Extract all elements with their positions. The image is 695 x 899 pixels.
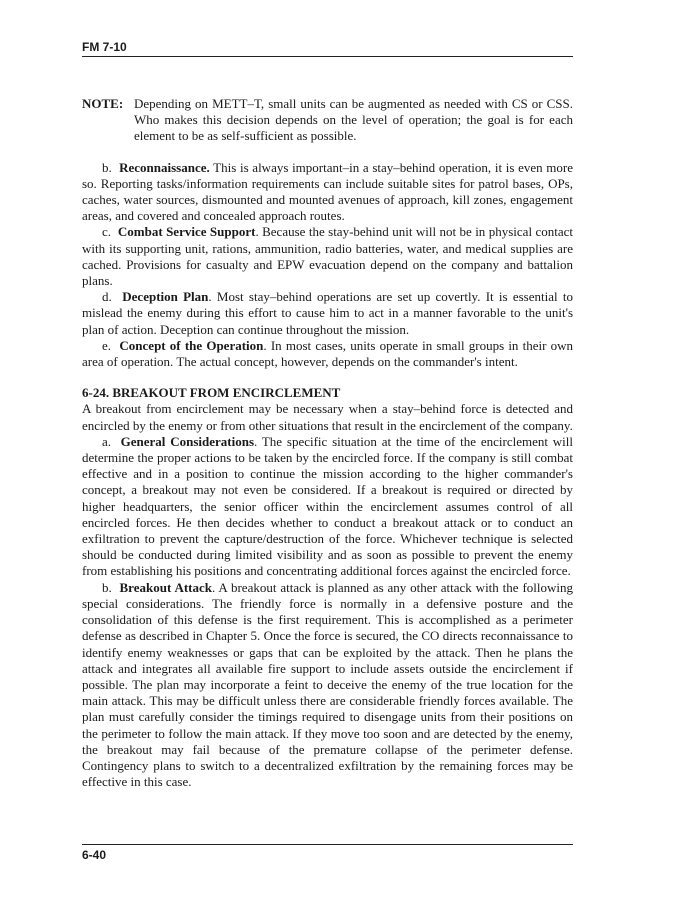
paragraph-letter: b. — [102, 159, 112, 175]
paragraph-letter: d. — [102, 289, 112, 305]
paragraph-breakout-attack — [82, 580, 573, 791]
section-heading: 6-24. BREAKOUT FROM ENCIRCLEMENT — [82, 385, 341, 401]
footer-rule — [82, 844, 573, 845]
paragraph-letter: c. — [102, 224, 112, 240]
paragraph-concept-of-operation — [82, 338, 573, 370]
paragraph-letter: b. — [102, 579, 112, 595]
paragraph-text: This is always important–in a stay–behind operation, it is even more so. Reporting tasks/information requirements can include suitable sites for patrol bases, OPs, caches, water sources, dismounted and mounted avenues of approach, kill zones, engagement areas, and covered and concealed approach routes. — [82, 159, 573, 224]
page-content — [82, 96, 573, 790]
header-rule — [82, 56, 573, 57]
paragraph-title: Combat Service Support — [117, 224, 256, 240]
paragraph-text: . Because the stay-behind unit will not be in physical contact with its supporting unit, rations, ammunition, radio batteries, water, and medical supplies are cached. Provisions for casualty and EPW evacuation depend on the company and battalion plans. — [82, 224, 574, 289]
paragraph-combat-service-support — [82, 224, 573, 289]
paragraph-text: . Most stay–behind operations are set up covertly. It is essential to mislead the enemy during this effort to cause him to act in a manner favorable to the unit's plan of action. Deception can continue throughout the mission. — [82, 289, 573, 337]
paragraph-general-considerations — [82, 434, 573, 580]
note-block — [82, 96, 573, 145]
paragraph-letter: a. — [102, 433, 112, 449]
paragraph-text: . In most cases, units operate in small groups in their own area of operation. The actual concept, however, depends on the commander's intent. — [82, 337, 574, 370]
paragraph-text: . The specific situation at the time of the encirclement will determine the proper actions to be taken by the encircled force. If the company is still combat effective and in a position to continue the mission according to the higher commander's concept, a breakout may not even be considered. If a breakout is required or directed by higher headquarters, the senior officer within the encirclement assumes control of all encircled forces. He then decides whether to conduct a breakout attack or to conduct an exfiltration to prevent the capture/destruction of the force. Whichever technique is selected should be conducted during limited visibility and as soon as possible to prevent the enemy from establishing his positions and concentrating additional forces against the encircled force. — [82, 433, 573, 579]
paragraph-deception-plan — [82, 289, 573, 338]
section-intro: A breakout from encirclement may be necessary when a stay–behind force is detected and encircled by the enemy or from other situations that result in the encirclement of the company. — [82, 401, 573, 433]
note-text: Depending on METT–T, small units can be augmented as needed with CS or CSS. Who makes this decision depends on the level of operation; the goal is for each element to be as self-sufficient as possible. — [134, 96, 573, 144]
paragraph-text: . A breakout attack is planned as any other attack with the following special considerations. The friendly force is normally in a defensive posture and the consolidation of this defense is the first requirement. This is accomplished as a perimeter defense as described in Chapter 5. Once the force is secured, the CO directs reconnaissance to identify enemy weaknesses or gaps that can be exploited by the attack. Then he plans the attack and integrates all available fire support to include assets outside the encirclement if possible. The plan may incorporate a feint to deceive the enemy of the true location for the main attack. This may be difficult unless there are considerable friendly forces available. The plan must carefully consider the timings required to disengage units from their positions on the perimeter to follow the main attack. If they move too soon and are detected by the enemy, the breakout may fail because of the premature collapse of the perimeter defense. Contingency plans to switch to a decentralized exfiltration by the remaining forces may be effective in this case. — [82, 579, 573, 790]
paragraph-reconnaissance — [82, 160, 573, 225]
page-number: 6-40 — [82, 848, 107, 862]
paragraph-title: General Considerations — [120, 433, 255, 449]
spacer — [82, 145, 573, 160]
paragraph-title: Reconnaissance. — [119, 159, 210, 175]
paragraph-letter: e. — [102, 337, 112, 353]
note-label: NOTE: — [82, 96, 124, 111]
page-header-label: FM 7-10 — [82, 40, 127, 54]
paragraph-title: Breakout Attack — [119, 579, 212, 595]
paragraph-title: Concept of the Operation — [119, 337, 264, 353]
spacer — [82, 370, 573, 385]
paragraph-title: Deception Plan — [122, 289, 209, 305]
